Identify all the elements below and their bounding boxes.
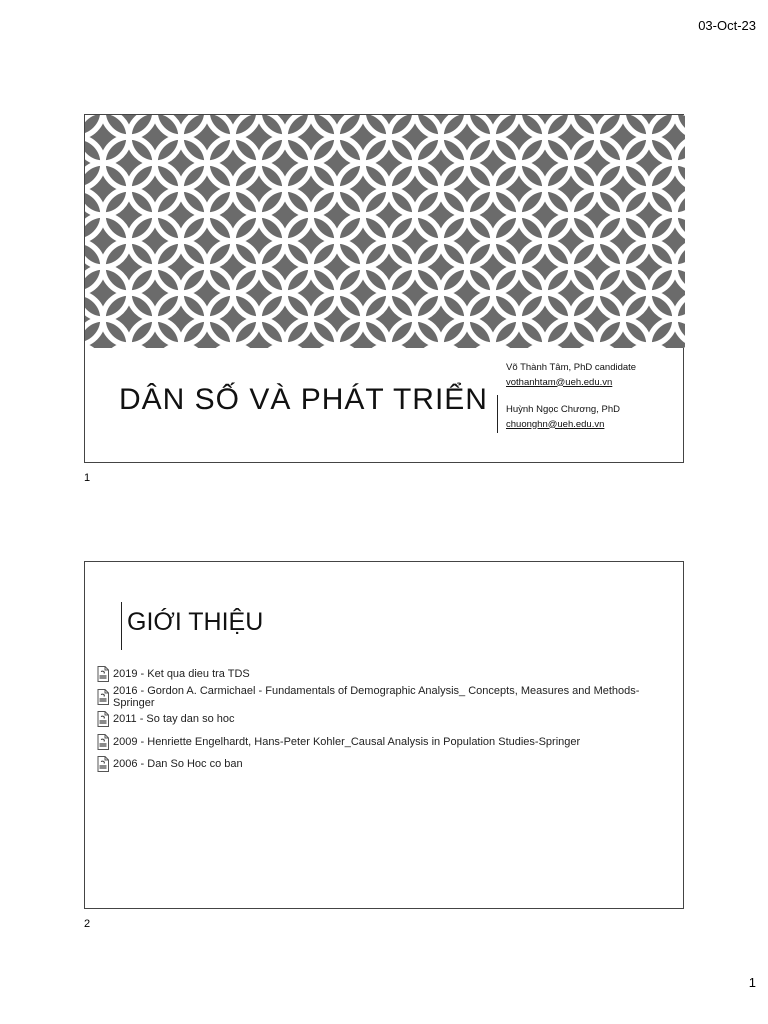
file-name: 2016 - Gordon A. Carmichael - Fundamentals of Demographic Analysis_ Concepts, Measures and Methods-Springer bbox=[113, 684, 640, 709]
title-divider bbox=[497, 395, 498, 433]
slide-2 bbox=[84, 561, 684, 909]
decorative-circle-pattern bbox=[85, 115, 685, 348]
slide-heading: GIỚI THIỆU bbox=[127, 608, 264, 636]
slide-1 bbox=[84, 114, 684, 463]
pdf-document-icon bbox=[97, 666, 109, 682]
file-item[interactable] bbox=[97, 663, 667, 686]
author-1-name: Võ Thành Tâm, PhD candidate bbox=[506, 362, 637, 373]
heading-divider bbox=[121, 602, 122, 650]
file-name: 2019 - Ket qua dieu tra TDS bbox=[113, 668, 250, 681]
page-number: 1 bbox=[748, 975, 756, 990]
pdf-document-icon bbox=[97, 756, 109, 772]
pdf-document-icon bbox=[97, 689, 109, 705]
author-1-email-link[interactable]: vothanhtam@ueh.edu.vn bbox=[506, 376, 613, 388]
slide-number-2: 2 bbox=[84, 918, 91, 930]
header-date: 03-Oct-23 bbox=[698, 18, 756, 33]
author-2-name: Huỳnh Ngọc Chương, PhD bbox=[506, 404, 620, 415]
file-name: 2006 - Dan So Hoc co ban bbox=[113, 758, 243, 771]
file-name: 2011 - So tay dan so hoc bbox=[113, 713, 235, 726]
author-2-email-link[interactable]: chuonghn@ueh.edu.vn bbox=[506, 418, 605, 430]
pdf-document-icon bbox=[97, 734, 109, 750]
file-item[interactable] bbox=[97, 731, 667, 754]
slide-number-1: 1 bbox=[84, 472, 91, 484]
file-list bbox=[97, 663, 667, 776]
pdf-document-icon bbox=[97, 711, 109, 727]
file-item[interactable] bbox=[97, 686, 667, 709]
author-block bbox=[506, 361, 636, 432]
file-item[interactable] bbox=[97, 753, 667, 776]
presentation-title: DÂN SỐ VÀ PHÁT TRIỂN bbox=[119, 383, 488, 416]
file-name: 2009 - Henriette Engelhardt, Hans-Peter Kohler_Causal Analysis in Population Studies-Springer bbox=[113, 735, 581, 748]
file-item[interactable] bbox=[97, 708, 667, 731]
